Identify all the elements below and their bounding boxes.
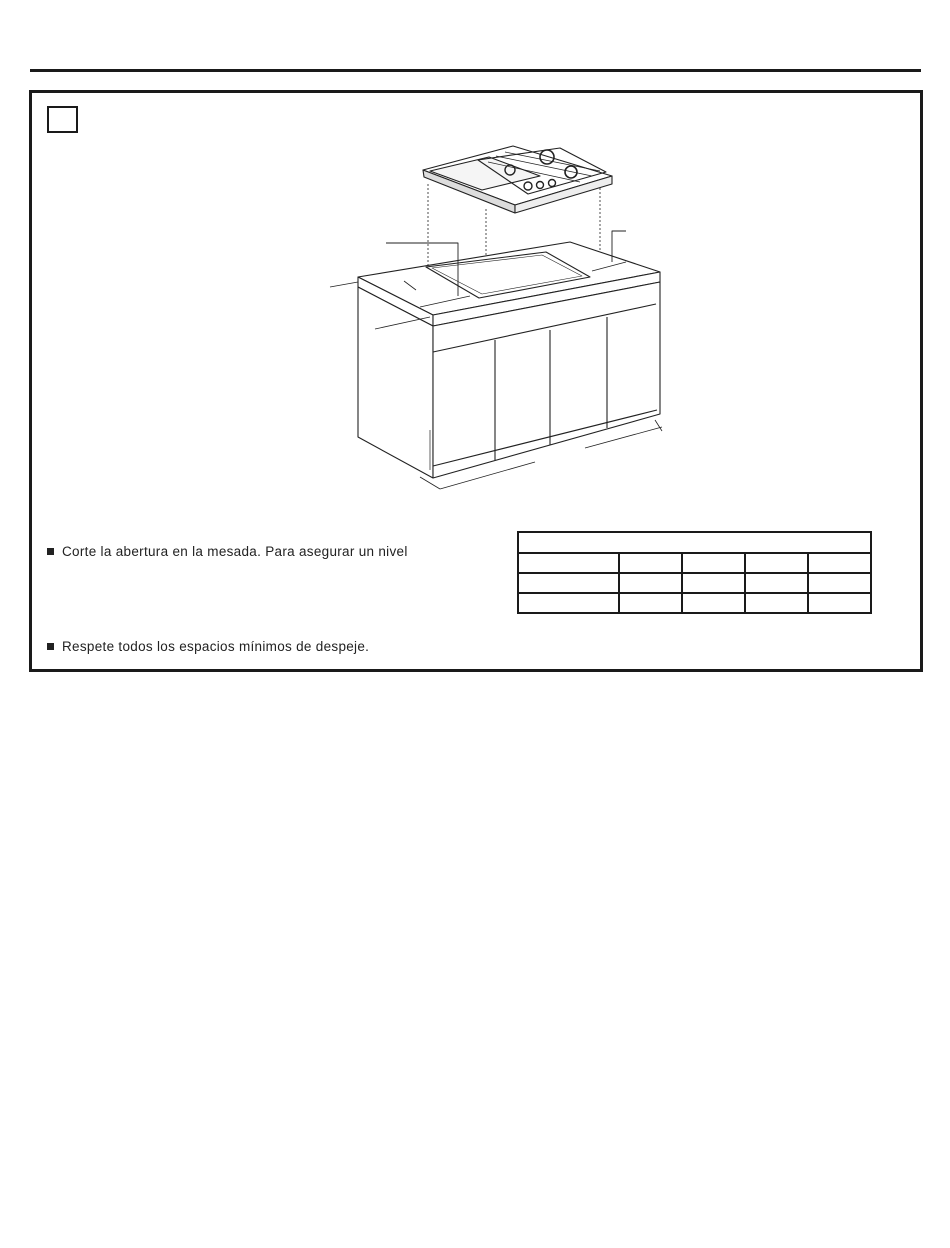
table-header-cell <box>518 532 871 553</box>
table-row <box>518 593 871 613</box>
table-cell <box>619 553 682 573</box>
clearances-instruction <box>47 639 369 654</box>
table-cell <box>745 573 808 593</box>
cut-opening-text: Corte la abertura en la mesada. Para asegurar un nivel <box>62 544 408 559</box>
table-cell <box>808 553 871 573</box>
bullet-square-icon <box>47 643 54 650</box>
table-cell <box>808 593 871 613</box>
island-cabinet <box>358 282 660 478</box>
table-cell <box>682 573 745 593</box>
cutout-dimension-table <box>517 531 872 614</box>
table-cell <box>682 553 745 573</box>
bullet-square-icon <box>47 548 54 555</box>
cut-opening-instruction <box>47 544 408 559</box>
table-header-row <box>518 532 871 553</box>
table-cell <box>745 553 808 573</box>
table-cell <box>619 573 682 593</box>
table-cell <box>518 553 619 573</box>
table-cell <box>619 593 682 613</box>
clearances-text: Respete todos los espacios mínimos de despeje. <box>62 639 370 654</box>
header-rule <box>30 69 921 72</box>
step-label-box <box>47 106 78 133</box>
table-cell <box>518 593 619 613</box>
cooktop-installation-illustration <box>320 140 680 500</box>
table-cell <box>682 593 745 613</box>
table-row <box>518 553 871 573</box>
table-cell <box>808 573 871 593</box>
table-row <box>518 573 871 593</box>
table-cell <box>745 593 808 613</box>
table-cell <box>518 573 619 593</box>
